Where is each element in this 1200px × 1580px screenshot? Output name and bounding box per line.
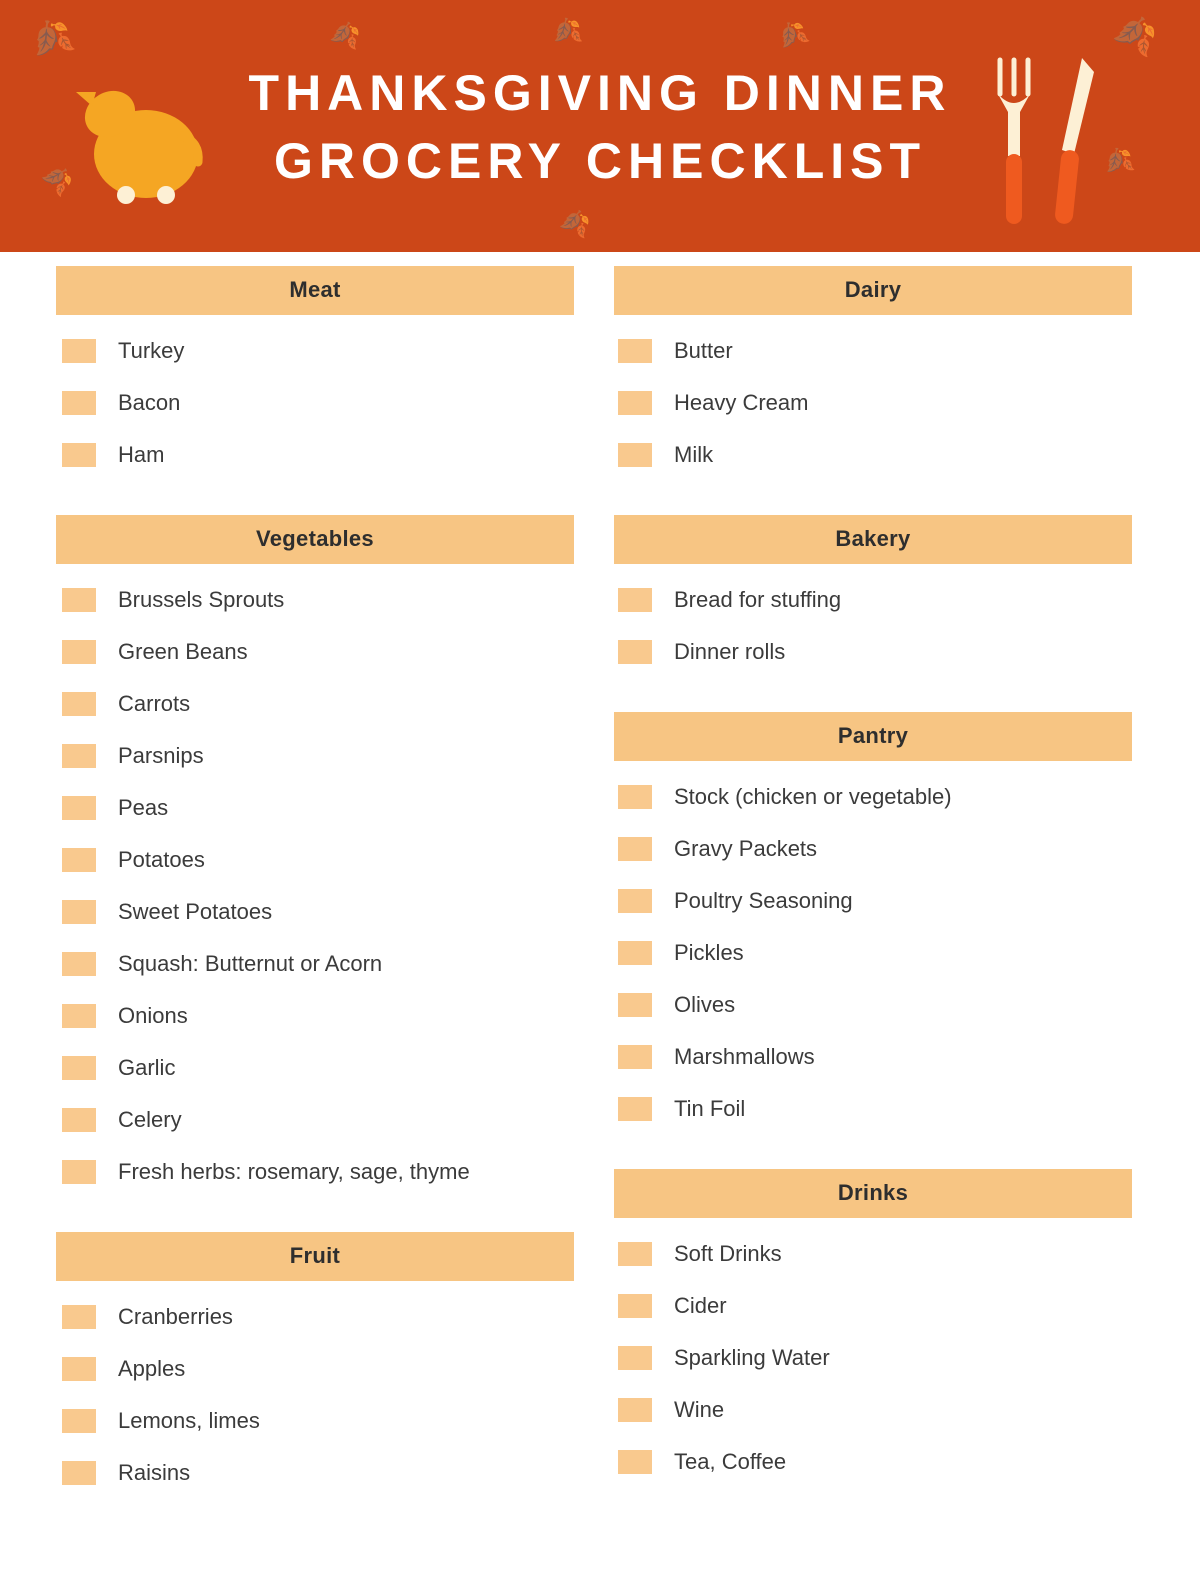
list-item[interactable] (56, 1094, 574, 1146)
list-item[interactable] (56, 429, 574, 481)
section-header-vegetables: Vegetables (56, 515, 574, 564)
section-meat (56, 266, 574, 481)
list-item-label: Sparkling Water (674, 1345, 830, 1370)
checkbox[interactable] (62, 1461, 96, 1485)
section-header-pantry: Pantry (614, 712, 1132, 761)
left-column (0, 266, 600, 1533)
list-item[interactable] (614, 429, 1132, 481)
checkbox[interactable] (618, 588, 652, 612)
list-item[interactable] (56, 1343, 574, 1395)
checkbox[interactable] (62, 1357, 96, 1381)
checkbox[interactable] (62, 692, 96, 716)
section-pantry (614, 712, 1132, 1135)
checkbox[interactable] (62, 1409, 96, 1433)
checkbox[interactable] (62, 744, 96, 768)
checkbox[interactable] (62, 640, 96, 664)
item-list-bakery (614, 564, 1132, 678)
checkbox[interactable] (618, 640, 652, 664)
section-header-bakery: Bakery (614, 515, 1132, 564)
checkbox[interactable] (618, 993, 652, 1017)
checkbox[interactable] (618, 1097, 652, 1121)
list-item[interactable] (614, 771, 1132, 823)
list-item[interactable] (614, 927, 1132, 979)
list-item[interactable] (56, 1146, 574, 1198)
list-item[interactable] (614, 1083, 1132, 1135)
list-item[interactable] (614, 1384, 1132, 1436)
section-dairy (614, 266, 1132, 481)
list-item[interactable] (56, 730, 574, 782)
list-item-label: Apples (118, 1356, 186, 1381)
list-item[interactable] (56, 574, 574, 626)
list-item-label: Carrots (118, 691, 191, 716)
list-item[interactable] (56, 325, 574, 377)
list-item-label: Poultry Seasoning (674, 888, 853, 913)
list-item[interactable] (56, 678, 574, 730)
list-item[interactable] (56, 626, 574, 678)
checkbox[interactable] (618, 785, 652, 809)
item-list-meat (56, 315, 574, 481)
leaf-icon: 🍂 (773, 16, 812, 55)
list-item-label: Parsnips (118, 743, 204, 768)
list-item-label: Heavy Cream (674, 390, 809, 415)
checkbox[interactable] (62, 1160, 96, 1184)
list-item[interactable] (56, 782, 574, 834)
checkbox[interactable] (618, 443, 652, 467)
checkbox[interactable] (62, 588, 96, 612)
list-item-label: Potatoes (118, 847, 205, 872)
list-item-label: Garlic (118, 1055, 176, 1080)
checklist-body (0, 252, 1200, 1533)
list-item[interactable] (614, 1031, 1132, 1083)
page-title (0, 0, 1200, 195)
checkbox[interactable] (618, 941, 652, 965)
list-item[interactable] (614, 823, 1132, 875)
list-item-label: Pickles (674, 940, 744, 965)
list-item-label: Bacon (118, 390, 181, 415)
section-fruit (56, 1232, 574, 1499)
list-item[interactable] (614, 377, 1132, 429)
checkbox[interactable] (618, 1346, 652, 1370)
item-list-dairy (614, 315, 1132, 481)
list-item[interactable] (56, 1042, 574, 1094)
list-item-label: Tea, Coffee (674, 1449, 787, 1474)
list-item[interactable] (56, 886, 574, 938)
checkbox[interactable] (618, 339, 652, 363)
page-title-line-2: GROCERY CHECKLIST (273, 132, 927, 189)
list-item-label: Peas (118, 795, 169, 820)
list-item-label: Brussels Sprouts (118, 587, 285, 612)
section-header-fruit: Fruit (56, 1232, 574, 1281)
list-item-label: Green Beans (118, 639, 248, 664)
leaf-icon: 🍂 (549, 15, 584, 48)
checkbox[interactable] (62, 1108, 96, 1132)
list-item[interactable] (614, 979, 1132, 1031)
right-column (600, 266, 1200, 1522)
list-item-label: Onions (118, 1003, 188, 1028)
list-item-label: Cranberries (118, 1304, 233, 1329)
list-item[interactable] (56, 990, 574, 1042)
list-item-label: Soft Drinks (674, 1241, 782, 1266)
checkbox[interactable] (618, 1398, 652, 1422)
checkbox[interactable] (62, 1004, 96, 1028)
list-item[interactable] (56, 938, 574, 990)
checkbox[interactable] (62, 1305, 96, 1329)
list-item[interactable] (56, 1447, 574, 1499)
leaf-icon: 🍂 (557, 206, 594, 241)
list-item-label: Lemons, limes (118, 1408, 260, 1433)
list-item-label: Raisins (118, 1460, 191, 1485)
list-item[interactable] (614, 1228, 1132, 1280)
checkbox[interactable] (62, 391, 96, 415)
list-item-label: Ham (118, 442, 165, 467)
list-item-label: Olives (674, 992, 736, 1017)
checkbox[interactable] (618, 391, 652, 415)
list-item-label: Turkey (118, 338, 185, 363)
list-item[interactable] (614, 325, 1132, 377)
list-item-label: Marshmallows (674, 1044, 815, 1069)
checkbox[interactable] (62, 1056, 96, 1080)
list-item[interactable] (614, 1436, 1132, 1488)
list-item[interactable] (614, 626, 1132, 678)
section-drinks (614, 1169, 1132, 1488)
leaf-icon: 🍂 (327, 19, 363, 52)
leaf-icon: 🍂 (1100, 144, 1137, 179)
checkbox[interactable] (62, 848, 96, 872)
list-item-label: Wine (674, 1397, 725, 1422)
list-item[interactable] (56, 834, 574, 886)
list-item-label: Dinner rolls (674, 639, 786, 664)
checkbox[interactable] (618, 889, 652, 913)
leaf-icon: 🍂 (37, 159, 78, 200)
list-item[interactable] (614, 574, 1132, 626)
list-item[interactable] (614, 875, 1132, 927)
list-item[interactable] (56, 1395, 574, 1447)
item-list-pantry (614, 761, 1132, 1135)
list-item-label: Gravy Packets (674, 836, 818, 861)
section-bakery (614, 515, 1132, 678)
section-header-drinks: Drinks (614, 1169, 1132, 1218)
checkbox[interactable] (62, 952, 96, 976)
checkbox[interactable] (618, 1045, 652, 1069)
list-item-label: Tin Foil (674, 1096, 746, 1121)
leaf-icon: 🍂 (1109, 10, 1162, 60)
item-list-vegetables (56, 564, 574, 1198)
header-banner (0, 0, 1200, 252)
checkbox[interactable] (618, 837, 652, 861)
list-item-label: Butter (674, 338, 733, 363)
list-item[interactable] (614, 1280, 1132, 1332)
item-list-fruit (56, 1281, 574, 1499)
list-item-label: Celery (118, 1107, 182, 1132)
item-list-drinks (614, 1218, 1132, 1488)
checkbox[interactable] (62, 443, 96, 467)
section-vegetables (56, 515, 574, 1198)
list-item-label: Sweet Potatoes (118, 899, 273, 924)
section-header-dairy: Dairy (614, 266, 1132, 315)
leaf-icon: 🍂 (24, 13, 78, 65)
list-item-label: Fresh herbs: rosemary, sage, thyme (118, 1159, 470, 1184)
checkbox[interactable] (62, 900, 96, 924)
list-item-label: Milk (674, 442, 714, 467)
checkbox[interactable] (62, 339, 96, 363)
list-item-label: Bread for stuffing (674, 587, 842, 612)
checkbox[interactable] (62, 796, 96, 820)
checkbox[interactable] (618, 1294, 652, 1318)
list-item[interactable] (56, 1291, 574, 1343)
list-item-label: Stock (chicken or vegetable) (674, 784, 952, 809)
list-item-label: Cider (674, 1293, 727, 1318)
list-item[interactable] (614, 1332, 1132, 1384)
list-item-label: Squash: Butternut or Acorn (118, 951, 383, 976)
section-header-meat: Meat (56, 266, 574, 315)
list-item[interactable] (56, 377, 574, 429)
checkbox[interactable] (618, 1242, 652, 1266)
checkbox[interactable] (618, 1450, 652, 1474)
page-title-line-1: THANKSGIVING DINNER (248, 65, 952, 121)
